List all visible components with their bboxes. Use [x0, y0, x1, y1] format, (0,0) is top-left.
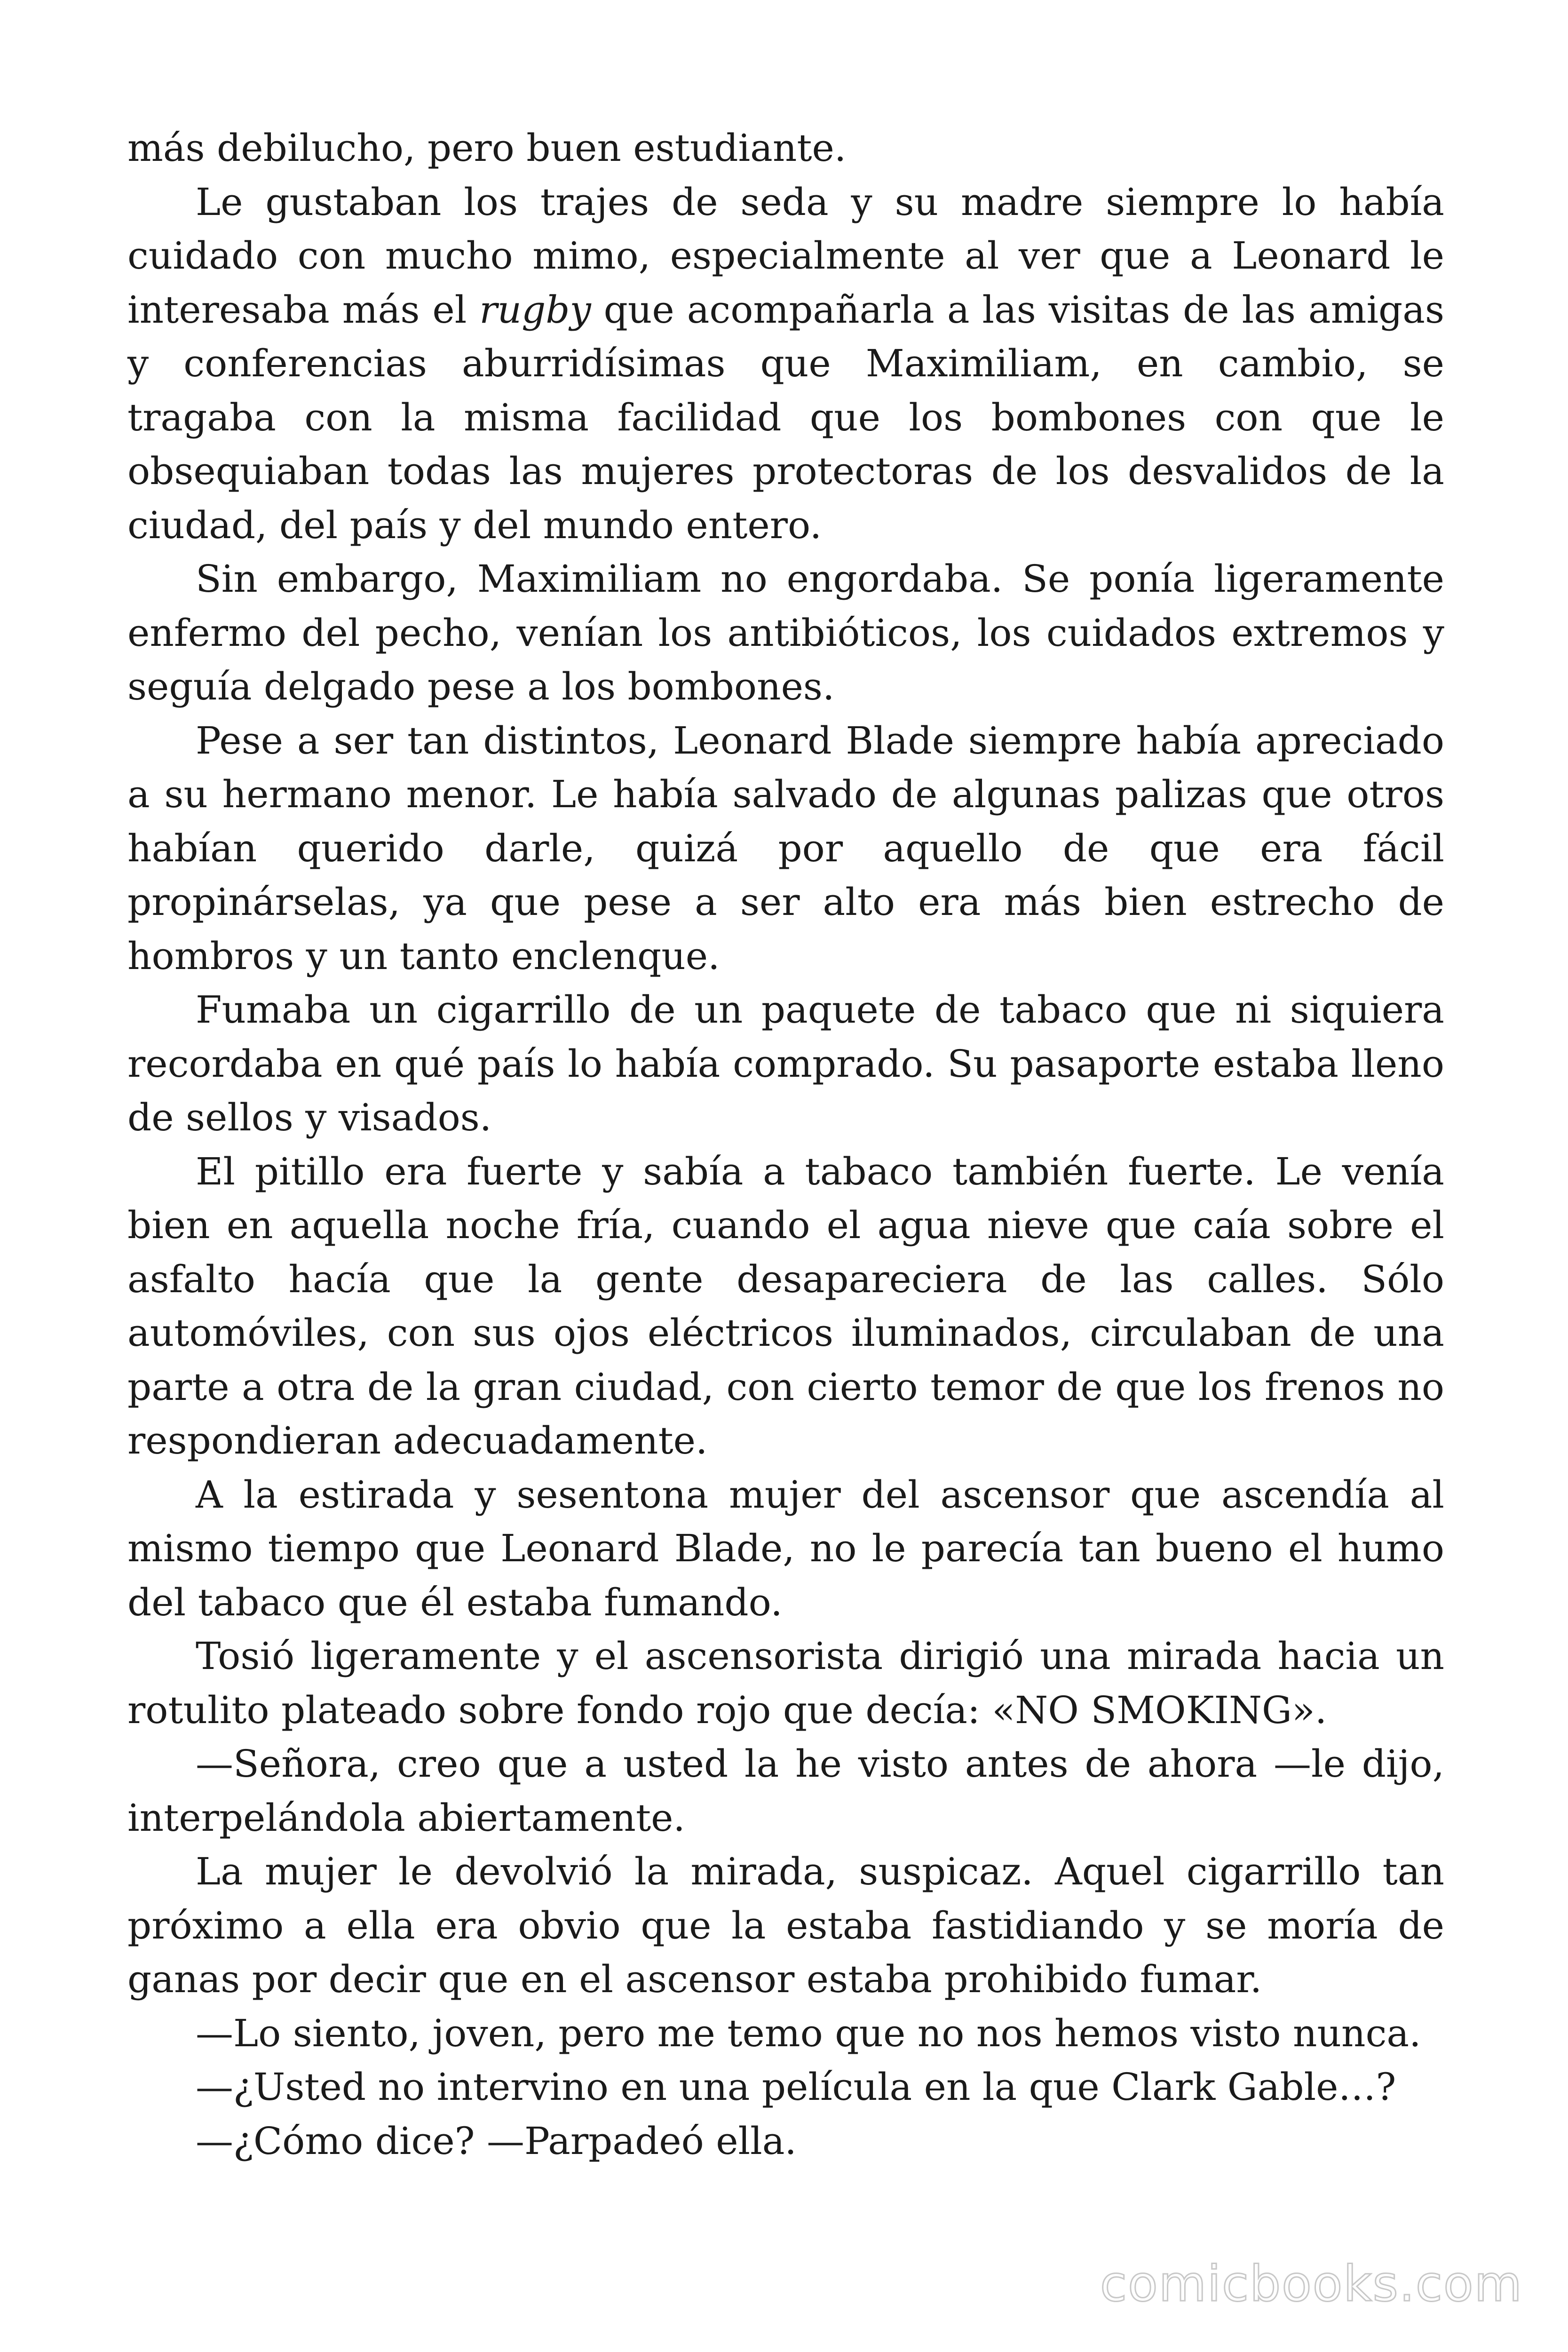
paragraph: La mujer le devolvió la mirada, suspicaz. Aquel cigarrillo tan próximo a ella era obvio que la estaba fastidiando y se moría de ganas por decir que en el ascensor estaba prohibido fumar. — [127, 1850, 1444, 2001]
dialogue-line: —¿Usted no intervino en una película en la que Clark Gable…? — [196, 2065, 1396, 2109]
paragraph: Tosió ligeramente y el ascensorista dirigió una mirada hacia un rotulito plateado sobre fondo rojo que decía: «NO SMOKING». — [127, 1634, 1444, 1732]
dialogue-line: —¿Cómo dice? —Parpadeó ella. — [196, 2119, 797, 2163]
paragraph: Fumaba un cigarrillo de un paquete de tabaco que ni siquiera recordaba en qué país lo había comprado. Su pasaporte estaba lleno de sellos y visados. — [127, 988, 1444, 1139]
paragraph: más debilucho, pero buen estudiante. — [127, 126, 847, 170]
text-run: que acompañarla a las visitas de las amigas y conferencias aburridísimas que Maximiliam, en cambio, se tragaba con la misma facilidad que los bombones con que le obsequiaban todas las mujeres protectoras de los desvalidos de la ciudad, del país y del mundo entero. — [127, 287, 1445, 547]
paragraph: A la estirada y sesentona mujer del ascensor que ascendía al mismo tiempo que Leonard Blade, no le parecía tan bueno el humo del tabaco que él estaba fumando. — [127, 1472, 1444, 1624]
watermark: comicbooks.com — [1100, 2255, 1523, 2312]
dialogue-line: —Lo siento, joven, pero me temo que no nos hemos visto nunca. — [196, 2011, 1421, 2055]
paragraph: Pese a ser tan distintos, Leonard Blade siempre había apreciado a su hermano menor. Le había salvado de algunas palizas que otros habían querido darle, quizá por aquello de que era fácil propinárselas, ya que pese a ser alto era más bien estrecho de hombros y un tanto enclenque. — [127, 718, 1444, 978]
italic-word: rugby — [479, 287, 591, 332]
dialogue-line: —Señora, creo que a usted la he visto antes de ahora —le dijo, interpelándola abiertamente. — [127, 1742, 1444, 1840]
body-text — [127, 121, 1444, 2168]
text-run: Le gustaban los trajes de seda y su madre siempre lo había cuidado con mucho mimo, especialmente al ver que a Leonard le interesaba más el — [127, 180, 1444, 332]
paragraph: Sin embargo, Maximiliam no engordaba. Se ponía ligeramente enfermo del pecho, venían los antibióticos, los cuidados extremos y seguía delgado pese a los bombones. — [127, 557, 1444, 708]
paragraph — [127, 175, 1444, 553]
paragraph: El pitillo era fuerte y sabía a tabaco también fuerte. Le venía bien en aquella noche fría, cuando el agua nieve que caía sobre el asfalto hacía que la gente desapareciera de las calles. Sólo automóviles, con sus ojos eléctricos iluminados, circulaban de una parte a otra de la gran ciudad, con cierto temor de que los frenos no respondieran adecuadamente. — [127, 1149, 1444, 1462]
